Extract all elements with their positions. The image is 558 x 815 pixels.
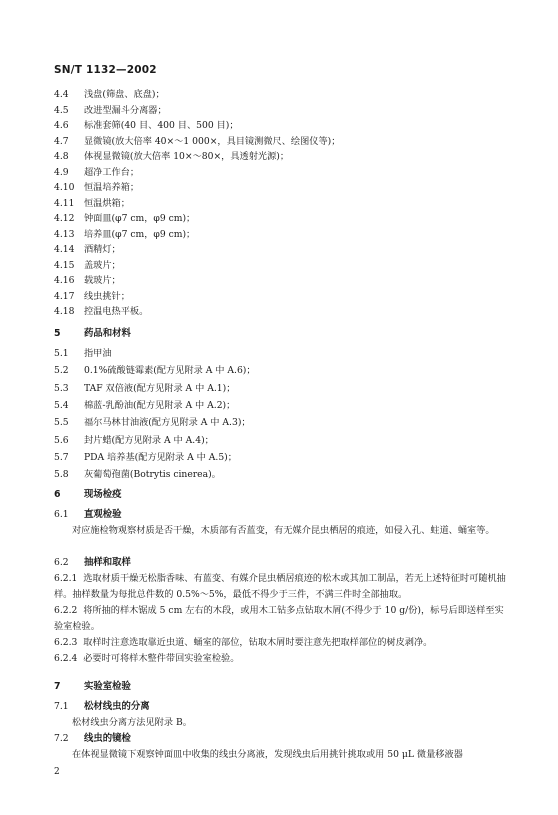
section-6-2-4-text: 6.2.4 必要时可将样木整件带回实验室检验。: [54, 653, 240, 664]
equipment-list-item: [54, 103, 167, 119]
materials-list-item-text: 封片蜡(配方见附录 A 中 A.4)；: [84, 434, 214, 446]
section-7-heading: 7 实验室检验: [54, 681, 131, 692]
equipment-list-item-text: 盖玻片；: [84, 259, 121, 271]
equipment-list-item-text: 超净工作台；: [84, 166, 140, 178]
equipment-list-item-text: 标准套筛(40 目、400 目、500 目)；: [84, 120, 239, 131]
equipment-list-item-text: 显微镜(放大倍率 40×～1 000×，具目镜测微尺、绘图仪等)；: [84, 135, 341, 147]
equipment-list-item-text: 浅盘(筛盘、底盘)；: [84, 89, 165, 100]
equipment-list-item: [54, 227, 195, 243]
equipment-list-item: [54, 149, 289, 165]
page-number: 2: [54, 767, 60, 777]
equipment-list-item-number: 4.16: [54, 275, 75, 286]
materials-list-item: [54, 415, 251, 431]
equipment-list-item-number: 4.6: [54, 120, 69, 131]
section-6-1-heading: 6.1 直观检验: [54, 509, 122, 520]
equipment-list-item-text: 线虫挑针；: [84, 290, 130, 302]
section-6-heading: 6 现场检疫: [54, 489, 122, 500]
materials-list-item-text: 指甲油: [84, 348, 112, 359]
materials-list-item-number: 5.6: [54, 434, 69, 446]
equipment-list-item-text: 钟面皿(φ7 cm，φ9 cm)；: [84, 213, 196, 224]
equipment-list-item: [54, 242, 121, 258]
materials-list-item-text: PDA 培养基(配方见附录 A 中 A.5)；: [84, 451, 237, 463]
equipment-list-item-text: 体视显微镜(放大倍率 10×～80×，具透射光源)；: [84, 151, 290, 162]
equipment-list-item-number: 4.10: [54, 182, 75, 193]
materials-list-item-number: 5.7: [54, 451, 69, 463]
equipment-list-item-text: 控温电热平板。: [84, 306, 149, 317]
equipment-list-item-text: 恒温烘箱；: [84, 197, 130, 209]
materials-list-item-number: 5.3: [54, 382, 69, 394]
equipment-list-item-number: 4.18: [54, 306, 75, 317]
materials-list-item: [54, 433, 214, 449]
equipment-list-item-text: 改进型漏斗分离器；: [84, 104, 167, 116]
materials-list-item: [54, 450, 237, 466]
materials-list-item: [54, 398, 235, 414]
materials-list-item-number: 5.5: [54, 417, 69, 429]
equipment-list-item: [54, 180, 139, 196]
equipment-list-item-text: 培养皿(φ7 cm，φ9 cm)；: [84, 228, 196, 240]
materials-list-item-text: 0.1%硫酸链霉素(配方见附录 A 中 A.6)；: [84, 365, 256, 377]
equipment-list-item: [54, 87, 165, 103]
equipment-list-item-number: 4.11: [54, 197, 75, 209]
materials-list-item: [54, 467, 221, 483]
equipment-list-item-text: 载玻片；: [84, 275, 121, 286]
equipment-list-item-text: 恒温培养箱；: [84, 182, 140, 193]
equipment-list-item: [54, 134, 340, 150]
equipment-list-item-number: 4.15: [54, 259, 75, 271]
materials-list-item: [54, 363, 256, 379]
section-7-2-heading: 7.2 线虫的镜检: [54, 733, 131, 744]
materials-list-item-text: TAF 双倍液(配方见附录 A 中 A.1)；: [84, 382, 236, 394]
equipment-list-item: [54, 304, 148, 320]
section-6-2-heading: 6.2 抽样和取样: [54, 557, 131, 568]
standard-code: SN/T 1132—2002: [54, 64, 157, 76]
materials-list-item-number: 5.1: [54, 348, 69, 359]
equipment-list-item: [54, 273, 121, 289]
equipment-list-item-number: 4.9: [54, 166, 69, 178]
section-6-1-text: 对应施检物观察材质是否干燥，木质部有否蓝变，有无媒介昆虫栖居的痕迹，如侵入孔、蛀道、蛹室等。: [72, 525, 495, 536]
equipment-list-item-number: 4.14: [54, 244, 75, 255]
equipment-list-item-number: 4.12: [54, 213, 75, 224]
materials-list-item-number: 5.4: [54, 399, 69, 411]
materials-list-item-number: 5.2: [54, 365, 69, 377]
materials-list-item: [54, 346, 112, 362]
equipment-list-item-number: 4.4: [54, 89, 69, 100]
equipment-list-item-number: 4.13: [54, 228, 75, 240]
section-6-2-3-text: 6.2.3 取样时注意选取靠近虫道、蛹室的部位，钻取木屑时要注意先把取样部位的树皮剥净。: [54, 637, 433, 648]
section-5-heading: 5 药品和材料: [54, 328, 131, 339]
equipment-list-item-number: 4.8: [54, 151, 69, 162]
section-6-2-2-text: 6.2.2 将所抽的样木锯成 5 cm 左右的木段，或用木工钻多点钻取木屑(不得少于 10 g/份)，标号后即送样至实验室检验。: [54, 605, 504, 632]
equipment-list-item-text: 酒精灯；: [84, 244, 121, 255]
equipment-list-item-number: 4.17: [54, 290, 75, 302]
materials-list-item-number: 5.8: [54, 469, 69, 481]
section-7-1-heading: 7.1 松材线虫的分离: [54, 701, 150, 712]
section-7-2-text: 在体视显微镜下观察钟面皿中收集的线虫分离液，发现线虫后用挑针挑取或用 50 μL 微量移液器: [72, 749, 463, 760]
equipment-list-item: [54, 196, 130, 212]
equipment-list-item-number: 4.7: [54, 135, 69, 147]
equipment-list-item: [54, 165, 139, 181]
materials-list-item-text: 灰葡萄孢菌(Botrytis cinerea)。: [84, 469, 221, 481]
materials-list-item-text: 福尔马林甘油液(配方见附录 A 中 A.3)；: [84, 417, 251, 429]
materials-list-item-text: 棉蓝-乳酚油(配方见附录 A 中 A.2)；: [84, 399, 236, 411]
section-7-1-text: 松材线虫分离方法见附录 B。: [72, 717, 192, 728]
equipment-list-item: [54, 118, 239, 134]
equipment-list-item: [54, 211, 195, 227]
equipment-list-item: [54, 289, 130, 305]
equipment-list-item-number: 4.5: [54, 104, 69, 116]
materials-list-item: [54, 381, 235, 397]
equipment-list-item: [54, 258, 121, 274]
section-6-2-1-text: 6.2.1 选取材质干燥无松脂香味、有蓝变、有媒介昆虫栖居痕迹的松木或其加工制品，若无上述特征时可随机抽样。抽样数量为每批总件数的 0.5%～5%，最低不得少于三件，不满三件时全部抽取。: [54, 573, 506, 600]
